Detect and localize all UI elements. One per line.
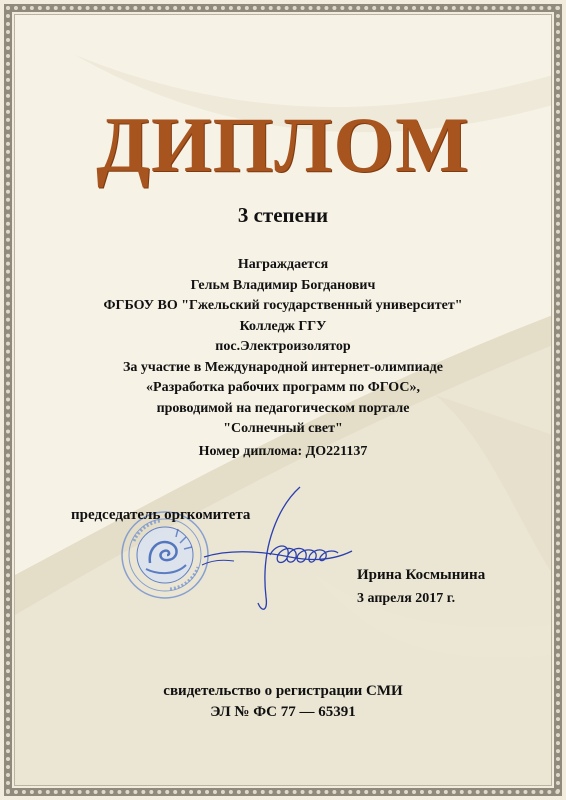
diploma-title: ДИПЛОМ (96, 101, 470, 188)
award-line: проводимой на педагогическом портале (156, 400, 410, 416)
award-line: пос.Электроизолятор (215, 339, 351, 354)
issue-date: 3 апреля 2017 г. (357, 591, 456, 606)
chair-label: председатель оргкомитета (71, 507, 251, 523)
handwritten-signature (200, 485, 360, 615)
award-line: ФГБОУ ВО "Гжельский государственный университет" (103, 298, 463, 313)
award-line: "Солнечный свет" (223, 421, 343, 436)
diploma-degree: 3 степени (237, 203, 329, 227)
registration-line-1: свидетельство о регистрации СМИ (163, 683, 403, 699)
award-line: Награждается (237, 257, 329, 272)
award-line: За участие в Международной интернет-олимпиаде (123, 359, 443, 375)
media-registration (0, 681, 566, 723)
signer-name: Ирина Космынина (357, 567, 486, 583)
award-text (0, 255, 566, 440)
registration-line-2: ЭЛ № ФС 77 — 65391 (210, 704, 356, 720)
diploma-number: Номер диплома: ДО221137 (198, 444, 368, 459)
award-line: Колледж ГГУ (239, 318, 327, 334)
award-line: Гельм Владимир Богданович (190, 277, 376, 293)
award-line: «Разработка рабочих программ по ФГОС», (146, 380, 420, 395)
